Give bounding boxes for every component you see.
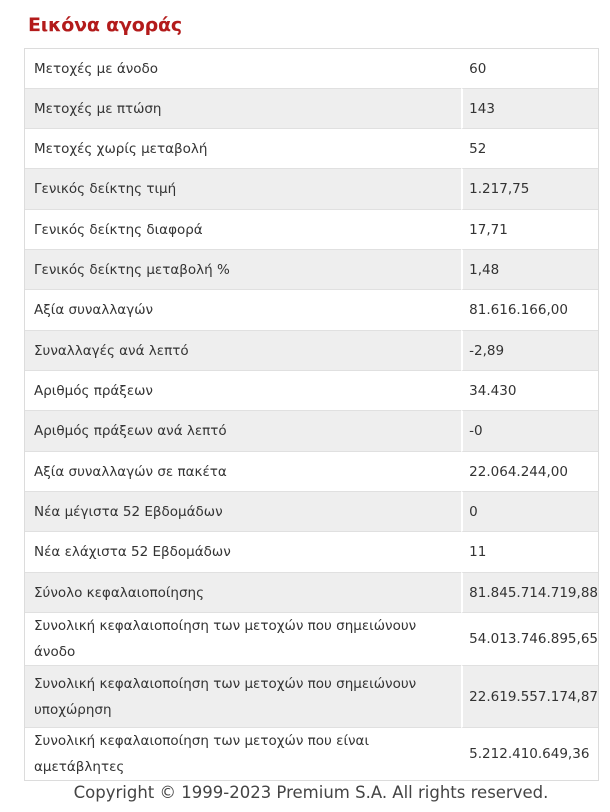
row-value: 0 <box>461 492 598 532</box>
table-row <box>25 728 598 780</box>
row-value: 143 <box>461 89 598 129</box>
row-value: 22.619.557.174,87 <box>461 666 598 728</box>
row-label: Αριθμός πράξεων <box>25 371 461 411</box>
table-row <box>25 573 598 613</box>
row-label: Συνολική κεφαλαιοποίηση των μετοχών που σημειώνουν υποχώρηση <box>25 666 461 728</box>
market-overview-table-body <box>25 49 598 780</box>
row-value: 34.430 <box>461 371 598 411</box>
table-row <box>25 331 598 371</box>
row-label: Συναλλαγές ανά λεπτό <box>25 331 461 371</box>
row-label: Αριθμός πράξεων ανά λεπτό <box>25 411 461 452</box>
row-label: Μετοχές χωρίς μεταβολή <box>25 129 461 169</box>
row-value: 81.845.714.719,88 <box>461 573 598 613</box>
table-row <box>25 452 598 492</box>
row-value: -2,89 <box>461 331 598 371</box>
table-row <box>25 371 598 411</box>
row-value: 5.212.410.649,36 <box>461 728 598 780</box>
row-label: Νέα ελάχιστα 52 Εβδομάδων <box>25 532 461 573</box>
row-label: Μετοχές με άνοδο <box>25 49 461 89</box>
table-row <box>25 89 598 129</box>
row-label: Μετοχές με πτώση <box>25 89 461 129</box>
row-value: 1,48 <box>461 250 598 290</box>
row-label: Αξία συναλλαγών <box>25 290 461 331</box>
table-row <box>25 210 598 250</box>
row-value: -0 <box>461 411 598 452</box>
row-label: Συνολική κεφαλαιοποίηση των μετοχών που είναι αμετάβλητες <box>25 728 461 780</box>
page-title: Εικόνα αγοράς <box>28 14 182 36</box>
row-value: 81.616.166,00 <box>461 290 598 331</box>
row-label: Συνολική κεφαλαιοποίηση των μετοχών που σημειώνουν άνοδο <box>25 613 461 666</box>
row-label: Γενικός δείκτης τιμή <box>25 169 461 210</box>
row-label: Νέα μέγιστα 52 Εβδομάδων <box>25 492 461 532</box>
table-row <box>25 129 598 169</box>
market-overview-table <box>24 48 599 781</box>
table-row <box>25 411 598 452</box>
row-label: Σύνολο κεφαλαιοποίησης <box>25 573 461 613</box>
table-row <box>25 49 598 89</box>
table-row <box>25 290 598 331</box>
row-value: 17,71 <box>461 210 598 250</box>
table-row <box>25 532 598 573</box>
row-value: 11 <box>461 532 598 573</box>
row-value: 1.217,75 <box>461 169 598 210</box>
row-value: 54.013.746.895,65 <box>461 613 598 666</box>
table-row <box>25 169 598 210</box>
row-value: 22.064.244,00 <box>461 452 598 492</box>
row-label: Γενικός δείκτης διαφορά <box>25 210 461 250</box>
row-label: Γενικός δείκτης μεταβολή % <box>25 250 461 290</box>
row-value: 60 <box>461 49 598 89</box>
table-row <box>25 613 598 666</box>
copyright-footer: Copyright © 1999-2023 Premium S.A. All rights reserved. <box>73 783 549 802</box>
table-row <box>25 666 598 728</box>
row-label: Αξία συναλλαγών σε πακέτα <box>25 452 461 492</box>
table-row <box>25 492 598 532</box>
row-value: 52 <box>461 129 598 169</box>
table-row <box>25 250 598 290</box>
